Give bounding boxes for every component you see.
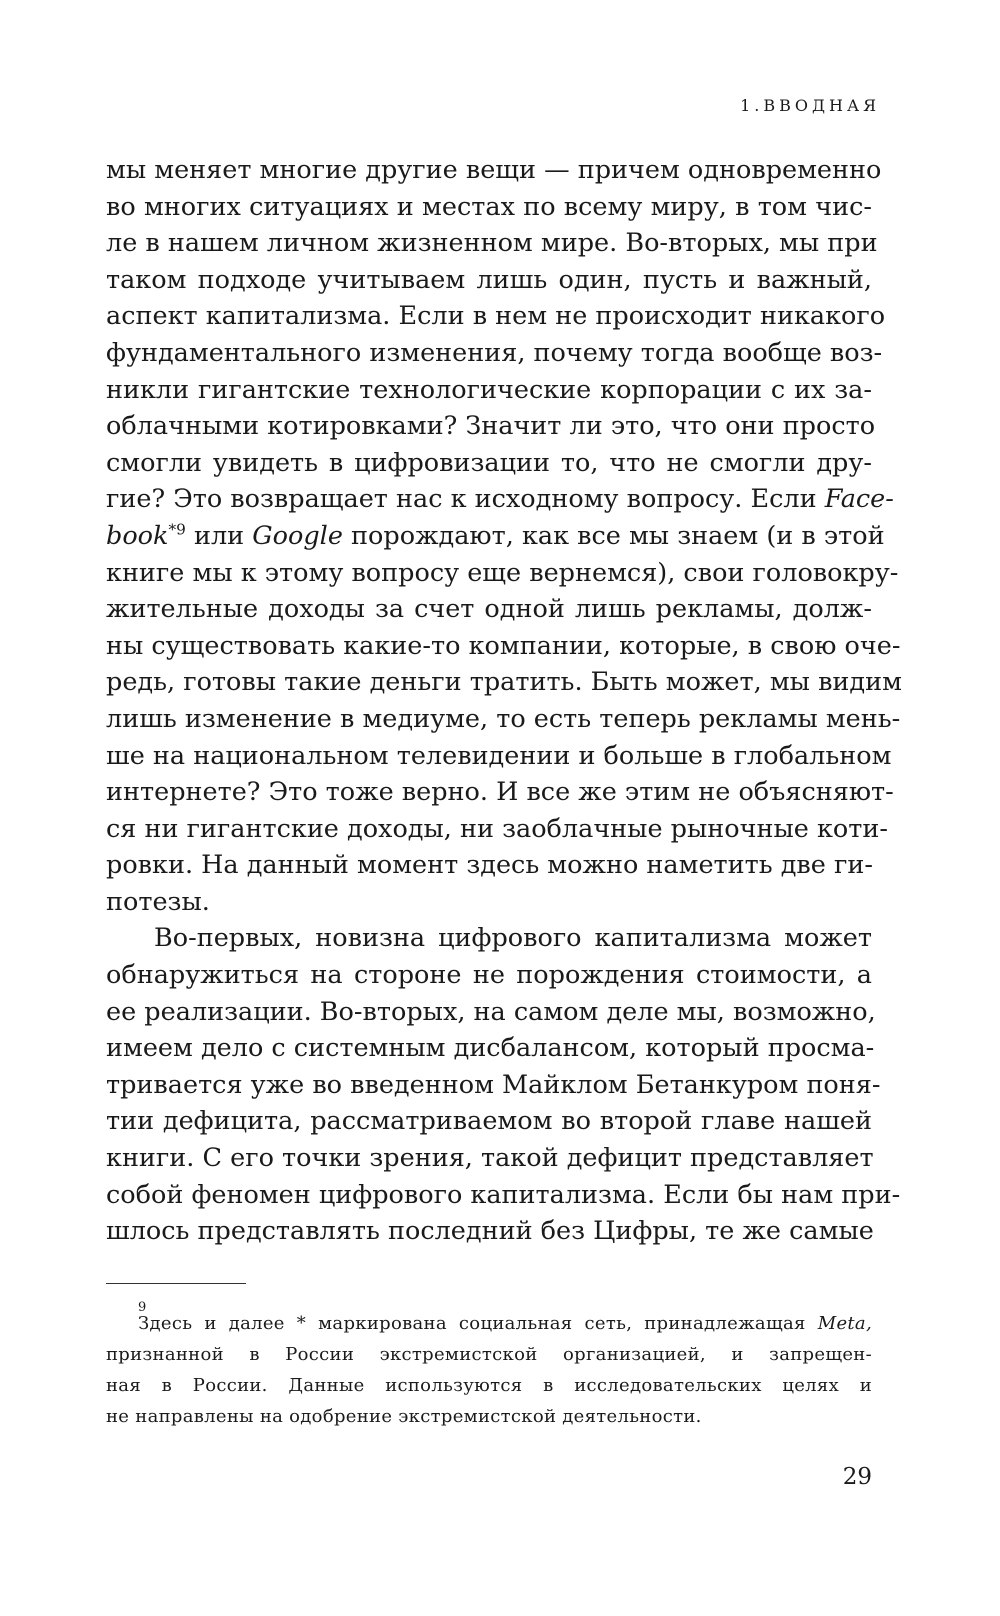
text-line: ровки. На данный момент здесь можно наметить две ги- bbox=[106, 850, 873, 881]
italic-google: Google bbox=[252, 520, 343, 551]
footnote-italic-meta: Meta, bbox=[817, 1313, 872, 1334]
footnote-text: Здесь и далее * маркирована социальная сеть, принадлежащая bbox=[138, 1313, 818, 1334]
text-line: фундаментального изменения, почему тогда вообще воз- bbox=[106, 337, 883, 368]
text-line: лишь изменение в медиуме, то есть теперь рекламы мень- bbox=[106, 703, 901, 734]
italic-facebook-end: book bbox=[106, 520, 169, 551]
body-text bbox=[106, 152, 902, 1250]
text-line: никли гигантские технологические корпорации с их за- bbox=[106, 374, 872, 405]
text-line: облачными котировками? Значит ли это, что они просто bbox=[106, 411, 876, 442]
text-line: книге мы к этому вопросу еще вернемся), свои головокру- bbox=[106, 557, 899, 588]
footnote-line: признанной в России экстремистской организацией, и запрещен- bbox=[106, 1344, 872, 1365]
text-line-with-italic bbox=[106, 518, 885, 555]
text-line: во многих ситуациях и местах по всему миру, в том чис- bbox=[106, 191, 872, 222]
page-number: 29 bbox=[842, 1464, 872, 1490]
text-line: тии дефицита, рассматриваемом во второй главе нашей bbox=[106, 1106, 872, 1137]
italic-facebook-start: Face- bbox=[824, 484, 894, 515]
text-line: редь, готовы такие деньги тратить. Быть может, мы видим bbox=[106, 667, 902, 698]
text-line: таком подходе учитываем лишь один, пусть и важный, bbox=[106, 264, 872, 295]
footnote-reference: *9 bbox=[168, 520, 186, 539]
text-line: смогли увидеть в цифровизации то, что не смогли дру- bbox=[106, 447, 872, 478]
text-line: Во-первых, новизна цифрового капитализма может bbox=[154, 923, 872, 954]
footnote-line bbox=[106, 1308, 872, 1339]
text-line-with-italic bbox=[106, 481, 894, 518]
footnote-line: не направлены на одобрение экстремистской деятельности. bbox=[106, 1406, 702, 1427]
text-segment: гие? Это возвращает нас к исходному вопросу. Если bbox=[106, 484, 817, 515]
text-line: ны существовать какие-то компании, которые, в свою оче- bbox=[106, 630, 901, 661]
footnote-line: ная в России. Данные используются в исследовательских целях и bbox=[106, 1375, 872, 1396]
text-line: мы меняет многие другие вещи — причем одновременно bbox=[106, 155, 882, 185]
text-line: ся ни гигантские доходы, ни заоблачные рыночные коти- bbox=[106, 813, 888, 844]
text-line: имеем дело с системным дисбалансом, который просма- bbox=[106, 1033, 875, 1064]
footnote: 9 Здесь и далее * маркирована социальная сеть, принадлежащая Meta, признанной в России экстремистской организацией, и запрещен- ная в России. Данные используются в исследовательских целях и не направлены на одобрение экстремистской деятельности. bbox=[106, 1308, 872, 1432]
footnote-divider bbox=[106, 1283, 246, 1284]
text-line: ее реализации. Во-вторых, на самом деле мы, возможно, bbox=[106, 996, 876, 1027]
text-segment: или bbox=[185, 520, 253, 551]
text-line: потезы. bbox=[106, 886, 210, 917]
text-line: обнаружиться на стороне не порождения стоимости, а bbox=[106, 960, 872, 991]
text-line: аспект капитализма. Если в нем не происходит никакого bbox=[106, 301, 886, 332]
text-line: ше на национальном телевидении и больше в глобальном bbox=[106, 740, 892, 771]
text-line: книги. С его точки зрения, такой дефицит представляет bbox=[106, 1143, 874, 1174]
text-line: ле в нашем личном жизненном мире. Во-вторых, мы при bbox=[106, 228, 878, 259]
text-line: собой феномен цифрового капитализма. Если бы нам при- bbox=[106, 1179, 901, 1210]
text-line: интернете? Это тоже верно. И все же этим не объясняют- bbox=[106, 777, 894, 808]
text-line: тривается уже во введенном Майклом Бетанкуром поня- bbox=[106, 1069, 881, 1100]
text-line: жительные доходы за счет одной лишь рекламы, долж- bbox=[106, 594, 872, 625]
text-line: шлось представлять последний без Цифры, те же самые bbox=[106, 1216, 874, 1247]
running-header: 1.ВВОДНАЯ bbox=[740, 96, 880, 115]
text-segment: порождают, как все мы знаем (и в этой bbox=[342, 520, 885, 551]
